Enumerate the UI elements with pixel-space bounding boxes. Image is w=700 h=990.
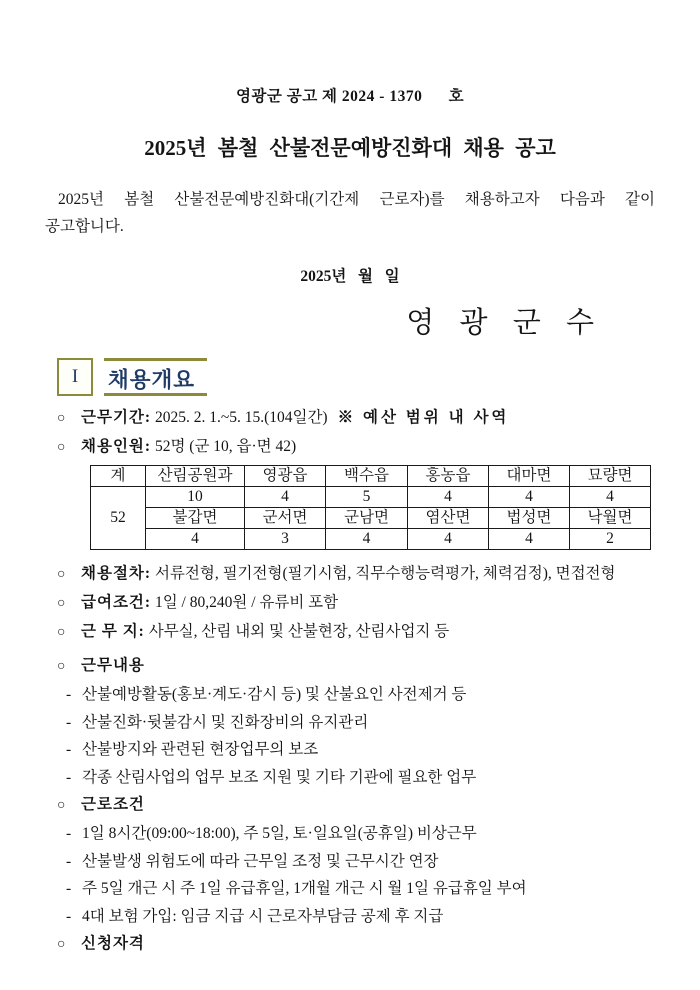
circle-bullet-icon: ○ xyxy=(57,937,66,952)
duties-subitem xyxy=(45,739,655,760)
work-period-value: 2025. 2. 1.~5. 15.(104일간) xyxy=(154,409,328,426)
dash-bullet-icon: - xyxy=(66,741,72,758)
bullet-item-workplace xyxy=(45,621,655,643)
section-title: 채용개요 xyxy=(104,358,207,396)
dash-bullet-icon: - xyxy=(66,825,72,842)
bullet-item-hire-count xyxy=(45,436,655,458)
table-row xyxy=(91,466,651,487)
table-row xyxy=(91,487,651,508)
table-cell: 4 xyxy=(408,487,489,508)
dash-bullet-icon: - xyxy=(66,852,72,870)
table-total-cell: 52 xyxy=(91,487,146,550)
table-header-cell: 낙월면 xyxy=(570,508,651,529)
conditions-subitem xyxy=(45,878,655,899)
circle-bullet-icon: ○ xyxy=(57,411,66,426)
table-cell: 4 xyxy=(489,529,570,550)
circle-bullet-icon: ○ xyxy=(57,798,66,813)
hire-count-value: 52명 (군 10, 읍·면 42) xyxy=(154,438,297,455)
circle-bullet-icon: ○ xyxy=(57,625,66,640)
circle-bullet-icon: ○ xyxy=(57,596,66,611)
table-cell: 4 xyxy=(146,529,245,550)
table-header-cell: 묘량면 xyxy=(570,466,651,487)
duties-subitem xyxy=(45,684,655,705)
bullet-item-pay xyxy=(45,592,655,614)
dash-bullet-icon: - xyxy=(66,880,72,897)
conditions-item-text: 산불발생 위험도에 따라 근무일 조정 및 근무시간 연장 xyxy=(82,852,439,870)
intro-line-1: 2025년 봄철 산불전문예방진화대(기간제 근로자)를 채용하고자 다음과 같이 xyxy=(58,191,655,208)
table-cell: 4 xyxy=(326,529,408,550)
pay-label: 급여조건: xyxy=(81,594,152,611)
table-cell: 4 xyxy=(408,529,489,550)
section-numeral-box xyxy=(57,358,93,396)
table-cell: 4 xyxy=(245,487,326,508)
table-cell: 2 xyxy=(570,529,651,550)
table-header-cell: 계 xyxy=(91,466,146,487)
conditions-label: 근로조건 xyxy=(81,796,145,813)
duties-subitem xyxy=(45,712,655,733)
conditions-item-text: 1일 8시간(09:00~18:00), 주 5일, 토·일요일(공휴일) 비상근무 xyxy=(82,825,477,842)
procedure-label: 채용절차: xyxy=(81,565,152,582)
duties-label: 근무내용 xyxy=(81,657,145,674)
table-header-cell: 영광읍 xyxy=(245,466,326,487)
pay-value: 1일 / 80,240원 / 유류비 포함 xyxy=(154,594,339,611)
work-period-note: ※ 예산 범위 내 사역 xyxy=(337,409,510,426)
table-header-cell: 대마면 xyxy=(489,466,570,487)
overview-list xyxy=(45,407,655,955)
qualification-label: 신청자격 xyxy=(81,935,145,952)
signature-mayor: 영 광 군 수 xyxy=(406,307,603,339)
notice-number: 영광군 공고 제 2024 - 1370 호 xyxy=(235,88,465,105)
conditions-item-text: 주 5일 개근 시 주 1일 유급휴일, 1개월 개근 시 월 1일 유급휴일 부여 xyxy=(82,880,527,897)
table-header-cell: 법성면 xyxy=(489,508,570,529)
bullet-item-procedure xyxy=(45,563,655,585)
conditions-item-text: 4대 보험 가입: 임금 지급 시 근로자부담금 공제 후 지급 xyxy=(82,907,444,925)
bullet-item-qualification xyxy=(45,933,655,955)
table-cell: 4 xyxy=(489,487,570,508)
table-header-cell: 불갑면 xyxy=(146,508,245,529)
table-cell: 5 xyxy=(326,487,408,508)
procedure-value: 서류전형, 필기전형(필기시험, 직무수행능력평가, 체력검정), 면접전형 xyxy=(154,565,616,582)
duties-subitem xyxy=(45,767,655,788)
table-cell: 10 xyxy=(146,487,245,508)
dash-bullet-icon: - xyxy=(66,768,72,786)
conditions-subitem xyxy=(45,823,655,844)
table-header-cell: 홍농읍 xyxy=(408,466,489,487)
hire-count-label: 채용인원: xyxy=(81,438,152,455)
table-header-cell: 군서면 xyxy=(245,508,326,529)
table-header-cell: 산림공원과 xyxy=(146,466,245,487)
document-title: 2025년 봄철 산불전문예방진화대 채용 공고 xyxy=(144,136,556,160)
allocation-table xyxy=(90,465,651,550)
circle-bullet-icon: ○ xyxy=(57,440,66,455)
table-row xyxy=(91,529,651,550)
section-1-header xyxy=(57,358,655,396)
circle-bullet-icon: ○ xyxy=(57,659,66,674)
conditions-subitem xyxy=(45,906,655,927)
date-line: 2025년 월 일 xyxy=(300,268,400,285)
table-header-cell: 백수읍 xyxy=(326,466,408,487)
table-cell: 3 xyxy=(245,529,326,550)
duties-item-text: 산불방지와 관련된 현장업무의 보조 xyxy=(82,741,319,758)
intro-line-2: 공고합니다. xyxy=(45,218,124,235)
bullet-item-conditions xyxy=(45,794,655,816)
bullet-item-duties xyxy=(45,655,655,677)
dash-bullet-icon: - xyxy=(66,686,72,703)
table-header-cell: 군남면 xyxy=(326,508,408,529)
section-numeral: I xyxy=(71,366,79,387)
circle-bullet-icon: ○ xyxy=(57,567,66,582)
intro-paragraph xyxy=(45,186,655,240)
duties-item-text: 산불예방활동(홍보·계도·감시 등) 및 산불요인 사전제거 등 xyxy=(82,686,467,703)
table-header-cell: 염산면 xyxy=(408,508,489,529)
workplace-value: 사무실, 산림 내외 및 산불현장, 산림사업지 등 xyxy=(148,623,450,640)
table-cell: 4 xyxy=(570,487,651,508)
bullet-item-work-period xyxy=(45,407,655,429)
duties-item-text: 산불진화·뒷불감시 및 진화장비의 유지관리 xyxy=(82,713,369,731)
dash-bullet-icon: - xyxy=(66,713,72,731)
duties-item-text: 각종 산림사업의 업무 보조 지원 및 기타 기관에 필요한 업무 xyxy=(82,768,477,786)
conditions-subitem xyxy=(45,851,655,872)
dash-bullet-icon: - xyxy=(66,907,72,925)
work-period-label: 근무기간: xyxy=(81,409,152,426)
table-row xyxy=(91,508,651,529)
workplace-label: 근 무 지: xyxy=(81,623,145,640)
